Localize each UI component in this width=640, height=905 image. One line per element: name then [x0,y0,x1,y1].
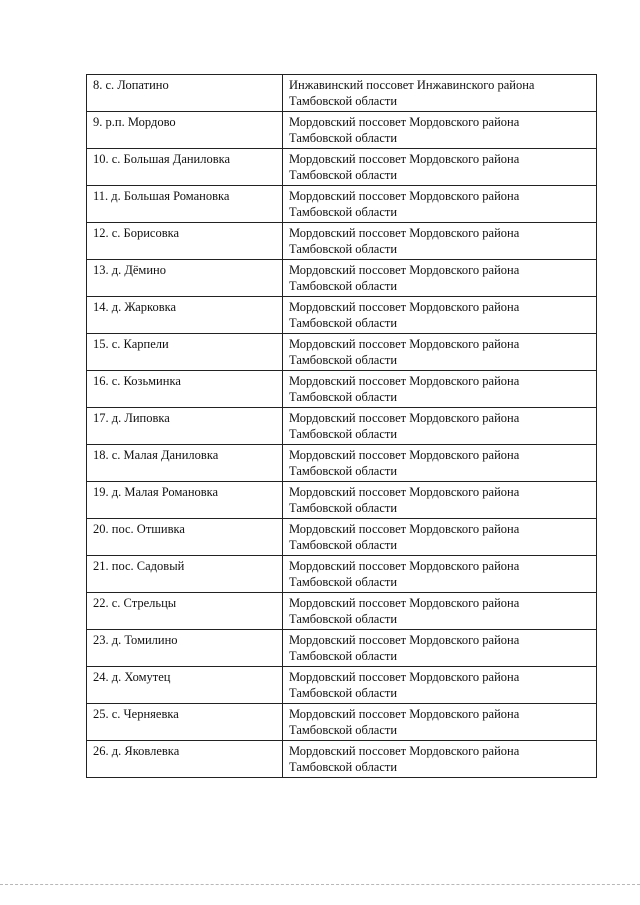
region-line: Тамбовской области [289,168,398,182]
table-row [87,556,597,593]
table-row [87,75,597,112]
settlement-municipality [283,371,597,408]
municipality-line: Мордовский поссовет Мордовского района [289,374,520,388]
region-line: Тамбовской области [289,242,398,256]
region-line: Тамбовской области [289,205,398,219]
table-row [87,297,597,334]
municipality-line: Мордовский поссовет Мордовского района [289,152,520,166]
settlement-municipality [283,667,597,704]
municipality-line: Мордовский поссовет Мордовского района [289,559,520,573]
municipality-line: Мордовский поссовет Мордовского района [289,448,520,462]
table-row [87,741,597,778]
region-line: Тамбовской области [289,94,398,108]
table-row [87,408,597,445]
settlement-municipality [283,186,597,223]
settlement-municipality [283,149,597,186]
settlement-name: 12. с. Борисовка [87,223,283,260]
settlement-name: 11. д. Большая Романовка [87,186,283,223]
settlement-name: 8. с. Лопатино [87,75,283,112]
region-line: Тамбовской области [289,501,398,515]
settlement-name: 9. р.п. Мордово [87,112,283,149]
region-line: Тамбовской области [289,464,398,478]
region-line: Тамбовской области [289,390,398,404]
region-line: Тамбовской области [289,427,398,441]
settlement-name: 23. д. Томилино [87,630,283,667]
municipality-line: Мордовский поссовет Мордовского района [289,633,520,647]
municipality-line: Мордовский поссовет Мордовского района [289,411,520,425]
table-row [87,149,597,186]
region-line: Тамбовской области [289,316,398,330]
region-line: Тамбовской области [289,538,398,552]
table-row [87,186,597,223]
table-row [87,630,597,667]
settlement-municipality [283,741,597,778]
region-line: Тамбовской области [289,353,398,367]
settlement-name: 16. с. Козьминка [87,371,283,408]
settlement-municipality [283,112,597,149]
settlement-municipality [283,223,597,260]
settlement-name: 13. д. Дёмино [87,260,283,297]
table-row [87,704,597,741]
settlement-municipality [283,408,597,445]
settlement-municipality [283,445,597,482]
settlement-name: 15. с. Карпели [87,334,283,371]
municipality-line: Мордовский поссовет Мордовского района [289,485,520,499]
region-line: Тамбовской области [289,575,398,589]
settlement-name: 19. д. Малая Романовка [87,482,283,519]
table-row [87,334,597,371]
municipality-line: Мордовский поссовет Мордовского района [289,189,520,203]
settlement-municipality [283,556,597,593]
table-row [87,112,597,149]
settlement-name: 21. пос. Садовый [87,556,283,593]
settlement-municipality [283,297,597,334]
table-row [87,593,597,630]
settlement-name: 25. с. Черняевка [87,704,283,741]
scan-bottom-dashed-line [0,884,640,885]
region-line: Тамбовской области [289,686,398,700]
region-line: Тамбовской области [289,723,398,737]
region-line: Тамбовской области [289,131,398,145]
settlement-name: 10. с. Большая Даниловка [87,149,283,186]
municipality-line: Мордовский поссовет Мордовского района [289,337,520,351]
settlement-municipality [283,704,597,741]
settlement-municipality [283,482,597,519]
municipality-line: Инжавинский поссовет Инжавинского района [289,78,535,92]
table-row [87,445,597,482]
table-row [87,519,597,556]
municipality-line: Мордовский поссовет Мордовского района [289,263,520,277]
municipality-line: Мордовский поссовет Мордовского района [289,115,520,129]
municipality-line: Мордовский поссовет Мордовского района [289,596,520,610]
table-row [87,482,597,519]
municipality-line: Мордовский поссовет Мордовского района [289,300,520,314]
region-line: Тамбовской области [289,279,398,293]
region-line: Тамбовской области [289,760,398,774]
settlement-municipality [283,519,597,556]
settlement-name: 20. пос. Отшивка [87,519,283,556]
settlement-municipality [283,593,597,630]
table-row [87,667,597,704]
settlement-name: 24. д. Хомутец [87,667,283,704]
municipality-line: Мордовский поссовет Мордовского района [289,744,520,758]
settlement-name: 14. д. Жарковка [87,297,283,334]
municipality-line: Мордовский поссовет Мордовского района [289,522,520,536]
settlement-municipality [283,334,597,371]
municipality-line: Мордовский поссовет Мордовского района [289,226,520,240]
settlement-name: 26. д. Яковлевка [87,741,283,778]
table-row [87,223,597,260]
municipality-line: Мордовский поссовет Мордовского района [289,707,520,721]
table-row [87,260,597,297]
region-line: Тамбовской области [289,649,398,663]
municipality-line: Мордовский поссовет Мордовского района [289,670,520,684]
settlement-name: 18. с. Малая Даниловка [87,445,283,482]
region-line: Тамбовской области [289,612,398,626]
table-row [87,371,597,408]
settlements-table-body [87,75,597,778]
settlements-table [86,74,597,778]
settlement-name: 17. д. Липовка [87,408,283,445]
settlement-municipality [283,75,597,112]
settlement-municipality [283,630,597,667]
settlement-name: 22. с. Стрельцы [87,593,283,630]
settlement-municipality [283,260,597,297]
